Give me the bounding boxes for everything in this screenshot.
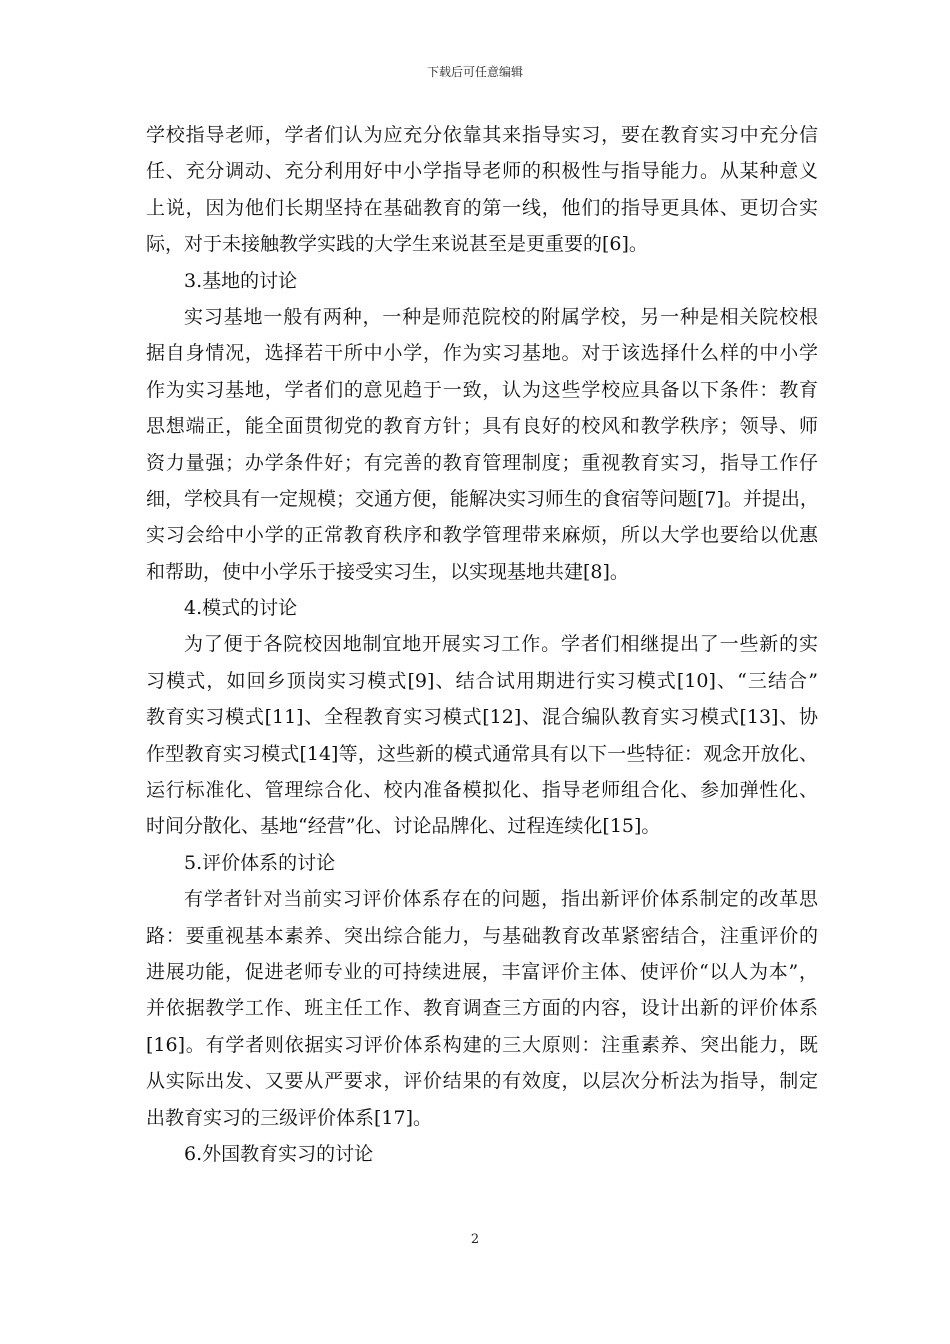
page-header: 下载后可任意编辑 <box>426 65 523 79</box>
paragraph-first-line: 有学者针对当前实习评价体系存在的问题，指出新评价体系制定的改革思 <box>184 888 818 911</box>
text-line: 并依据教学工作、班主任工作、教育调查三方面的内容，设计出新的评价体系 <box>146 997 818 1020</box>
text-line: 据自身情况，选择若干所中小学，作为实习基地。对于该选择什么样的中小学 <box>146 342 818 365</box>
text-line: 时间分散化、基地“经营”化、讨论品牌化、过程连续化[15]。 <box>146 815 661 838</box>
text-line: 上说，因为他们长期坚持在基础教育的第一线，他们的指导更具体、更切合实 <box>146 196 818 219</box>
page-number: 2 <box>470 1232 480 1247</box>
text-line: 作为实习基地，学者们的意见趋于一致，认为这些学校应具备以下条件：教育 <box>146 378 818 401</box>
text-line: 进展功能，促进老师专业的可持续进展，丰富评价主体、使评价“以人为本”， <box>146 960 818 983</box>
text-line: 从实际出发、又要从严要求，评价结果的有效度，以层次分析法为指导，制定 <box>146 1070 818 1093</box>
text-line: 细，学校具有一定规模；交通方便，能解决实习师生的食宿等问题[7]。并提出， <box>146 487 819 510</box>
text-line: 际，对于未接触教学实践的大学生来说甚至是更重要的[6]。 <box>146 233 648 256</box>
text-line: 学校指导老师，学者们认为应充分依靠其来指导实习，要在教育实习中充分信 <box>146 124 818 146</box>
section-heading: 6.外国教育实习的讨论 <box>184 1142 374 1165</box>
text-line: 习模式，如回乡顶岗实习模式[9]、结合试用期进行实习模式[10]、“三结合” <box>146 669 818 692</box>
text-line: 实习会给中小学的正常教育秩序和教学管理带来麻烦，所以大学也要给以优惠 <box>146 524 818 547</box>
text-line: 作型教育实习模式[14]等，这些新的模式通常具有以下一些特征：观念开放化、 <box>146 742 818 765</box>
section-heading: 4.模式的讨论 <box>184 597 298 620</box>
text-line: 路：要重视基本素养、突出综合能力，与基础教育改革紧密结合，注重评价的 <box>146 924 818 947</box>
text-line: 和帮助，使中小学乐于接受实习生，以实现基地共建[8]。 <box>146 560 629 583</box>
text-line: 任、充分调动、充分利用好中小学指导老师的积极性与指导能力。从某种意义 <box>146 160 818 183</box>
text-line: 资力量强；办学条件好；有完善的教育管理制度；重视教育实习，指导工作仔 <box>146 451 818 474</box>
paragraph-first-line: 为了便于各院校因地制宜地开展实习工作。学者们相继提出了一些新的实 <box>184 633 818 656</box>
document-body <box>146 121 818 1176</box>
section-heading: 5.评价体系的讨论 <box>184 851 336 874</box>
text-line: [16]。有学者则依据实习评价体系构建的三大原则：注重素养、突出能力，既 <box>146 1033 818 1056</box>
text-line: 运行标准化、管理综合化、校内准备模拟化、指导老师组合化、参加弹性化、 <box>146 779 818 802</box>
paragraph-first-line: 实习基地一般有两种，一种是师范院校的附属学校，另一种是相关院校根 <box>184 305 818 328</box>
text-line: 出教育实习的三级评价体系[17]。 <box>146 1106 433 1129</box>
section-heading: 3.基地的讨论 <box>184 269 298 292</box>
text-line: 思想端正，能全面贯彻党的教育方针；具有良好的校风和教学秩序；领导、师 <box>146 415 818 438</box>
text-line: 教育实习模式[11]、全程教育实习模式[12]、混合编队教育实习模式[13]、协 <box>146 706 818 729</box>
